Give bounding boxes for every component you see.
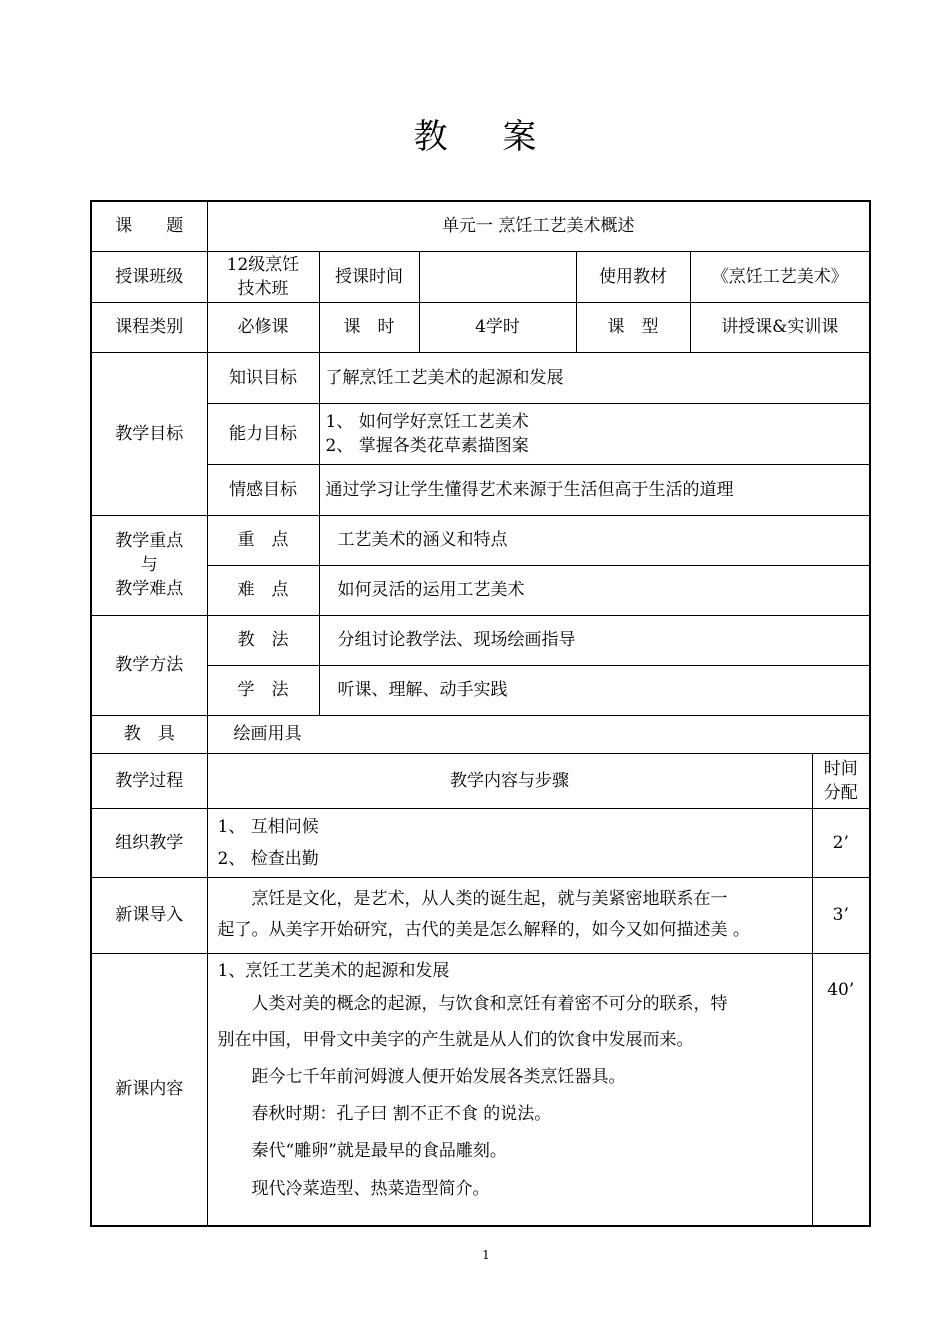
hours-value: 4学时	[419, 302, 576, 352]
class-row	[91, 251, 870, 302]
time-allocation-header-1: 时间	[823, 758, 858, 779]
time-allocation-header	[812, 753, 870, 808]
organize-time: 2’	[812, 808, 870, 877]
key-points-label-3: 教学难点	[115, 579, 184, 599]
organize-row	[91, 808, 870, 877]
new-content-label: 新课内容	[91, 953, 207, 1226]
new-content-row	[91, 953, 870, 1226]
methods-label: 教学方法	[91, 615, 207, 715]
material-label: 使用教材	[576, 251, 690, 302]
intro-text-1: 烹饪是文化，是艺术，从人类的诞生起，就与美紧密地联系在一	[251, 889, 728, 909]
class-label: 授课班级	[91, 251, 207, 302]
intro-content	[207, 877, 812, 953]
category-row	[91, 302, 870, 352]
knowledge-row	[91, 352, 870, 403]
objectives-label: 教学目标	[91, 352, 207, 515]
tools-row	[91, 715, 870, 753]
focus-label: 重 点	[207, 515, 319, 565]
teach-method-row	[91, 615, 870, 665]
knowledge-value: 了解烹饪工艺美术的起源和发展	[319, 352, 870, 403]
emotion-value: 通过学习让学生懂得艺术来源于生活但高于生活的道理	[319, 464, 870, 515]
ability-value	[319, 403, 870, 464]
new-content-p5: 现代冷菜造型、热菜造型简介。	[251, 1178, 490, 1199]
intro-row	[91, 877, 870, 953]
new-content-p4: 秦代“雕卵”就是最早的食品雕刻。	[251, 1140, 507, 1161]
category-value: 必修课	[207, 302, 319, 352]
learn-label: 学 法	[207, 665, 319, 715]
type-value: 讲授课&实训课	[690, 302, 870, 352]
difficulty-row	[91, 565, 870, 615]
new-content-time: 40’	[812, 953, 870, 1226]
intro-time: 3’	[812, 877, 870, 953]
ability-label: 能力目标	[207, 403, 319, 464]
learn-method-row	[91, 665, 870, 715]
difficulty-value: 如何灵活的运用工艺美术	[319, 565, 870, 615]
category-label: 课程类别	[91, 302, 207, 352]
class-name: 12级烹饪技术班	[207, 251, 319, 302]
tools-value: 绘画用具	[207, 715, 870, 753]
process-label: 教学过程	[91, 753, 207, 808]
hours-label: 课 时	[319, 302, 419, 352]
topic-value: 单元一 烹饪工艺美术概述	[207, 201, 870, 251]
ability-item-2: 2、 掌握各类花草素描图案	[325, 435, 529, 456]
learn-value: 听课、理解、动手实践	[319, 665, 870, 715]
key-points-label-1: 教学重点	[115, 531, 184, 551]
emotion-label: 情感目标	[207, 464, 319, 515]
organize-content	[207, 808, 812, 877]
organize-line-1: 1、 互相问候	[217, 816, 319, 837]
knowledge-label: 知识目标	[207, 352, 319, 403]
organize-label: 组织教学	[91, 808, 207, 877]
lesson-plan-table	[90, 200, 871, 1227]
key-points-label-2: 与	[140, 555, 158, 575]
page-title: 教 案	[413, 117, 559, 157]
time-value	[419, 251, 576, 302]
new-content-p3: 春秋时期：孔子曰 割不正不食 的说法。	[251, 1103, 552, 1124]
new-content-p1-2: 别在中国，甲骨文中美字的产生就是从人们的饮食中发展而来。	[217, 1029, 694, 1050]
teach-label: 教 法	[207, 615, 319, 665]
ability-item-1: 1、 如何学好烹饪工艺美术	[325, 411, 529, 432]
intro-label: 新课导入	[91, 877, 207, 953]
topic-label: 课 题	[91, 201, 207, 251]
material-value: 《烹饪工艺美术》	[690, 251, 870, 302]
topic-row	[91, 201, 870, 251]
process-content-header: 教学内容与步骤	[207, 753, 812, 808]
tools-label: 教 具	[91, 715, 207, 753]
focus-row	[91, 515, 870, 565]
focus-value: 工艺美术的涵义和特点	[319, 515, 870, 565]
time-label: 授课时间	[319, 251, 419, 302]
new-content-p1-1: 人类对美的概念的起源，与饮食和烹饪有着密不可分的联系，特	[251, 993, 728, 1014]
difficulty-label: 难 点	[207, 565, 319, 615]
key-points-label	[91, 515, 207, 615]
ability-row	[91, 403, 870, 464]
process-header-row	[91, 753, 870, 808]
new-content-body	[207, 953, 812, 1226]
organize-line-2: 2、 检查出勤	[217, 848, 319, 869]
new-content-p2: 距今七千年前河姆渡人便开始发展各类烹饪器具。	[251, 1066, 626, 1087]
time-allocation-header-2: 分配	[823, 782, 858, 803]
intro-text-2: 起了。从美字开始研究，古代的美是怎么解释的，如今又如何描述美 。	[217, 920, 750, 940]
new-content-heading: 1、烹饪工艺美术的起源和发展	[217, 960, 450, 981]
emotion-row	[91, 464, 870, 515]
page-number: 1	[482, 1248, 490, 1262]
type-label: 课 型	[576, 302, 690, 352]
teach-value: 分组讨论教学法、现场绘画指导	[319, 615, 870, 665]
